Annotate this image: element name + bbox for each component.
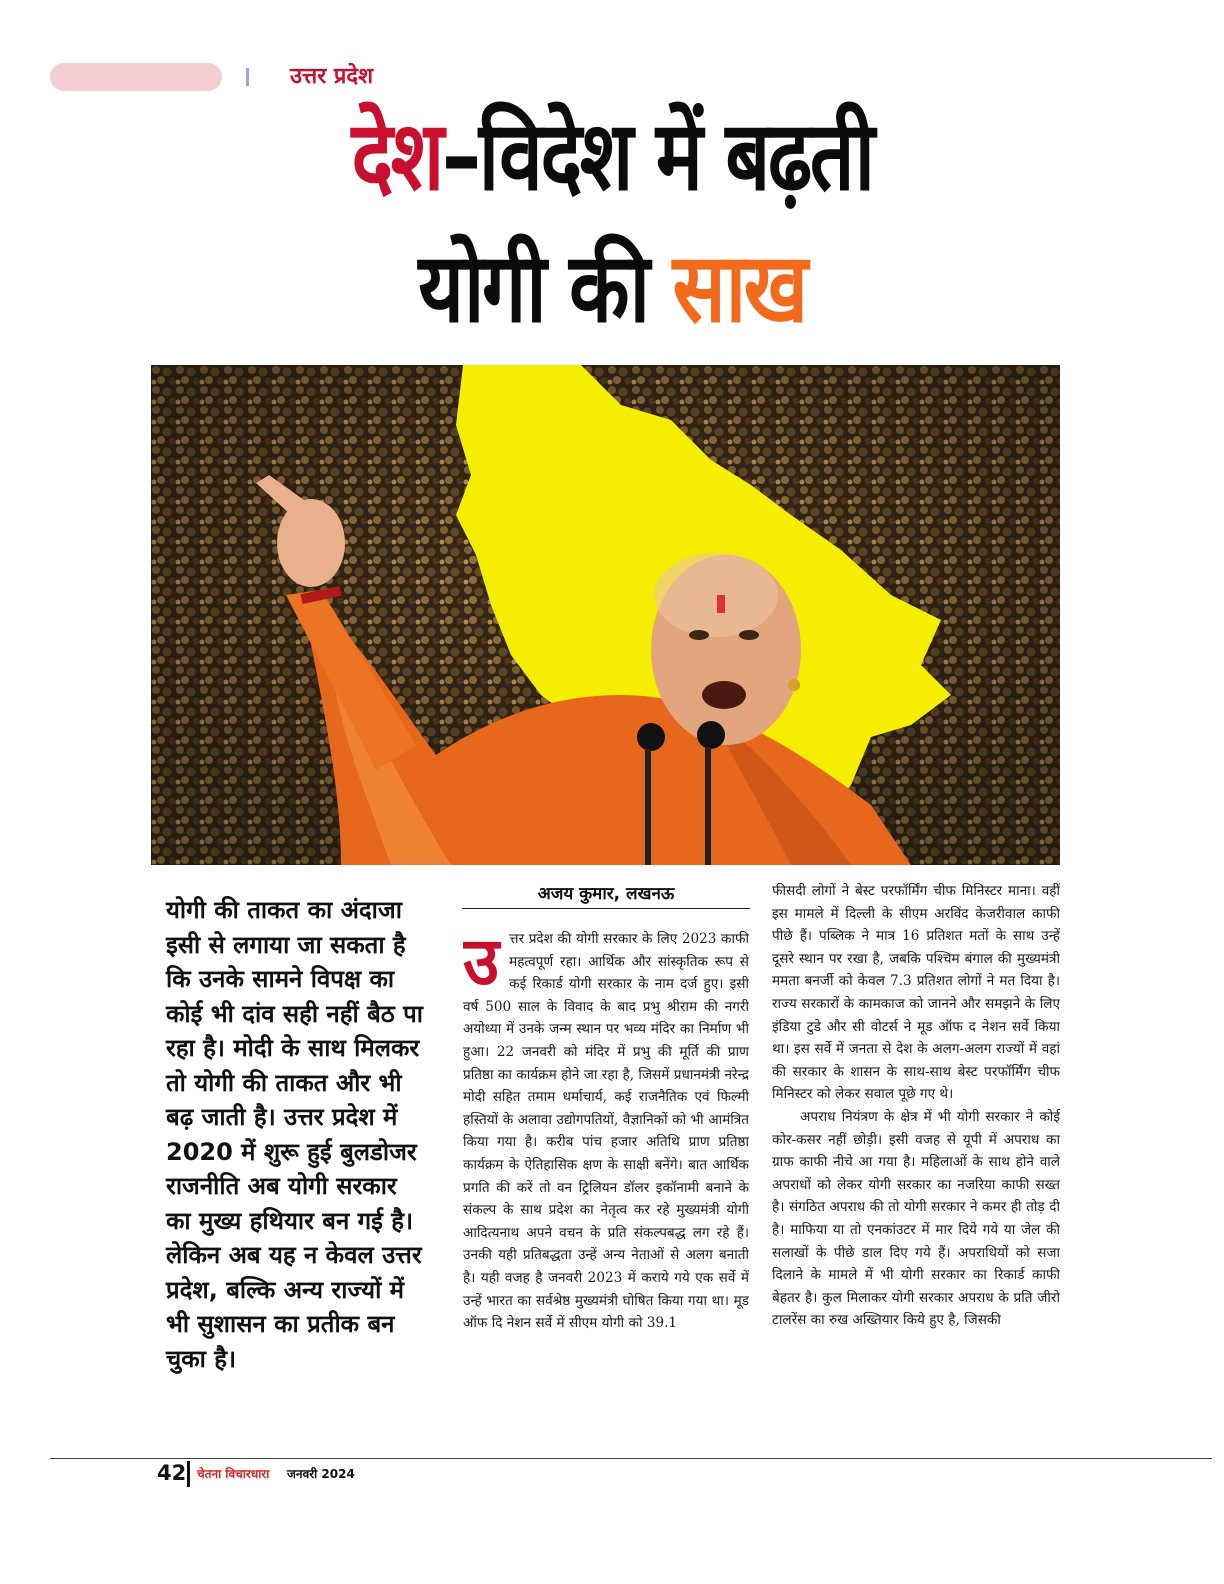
hero-photo [151,365,1060,865]
headline-line-1 [110,100,1114,212]
footer-divider [187,1461,190,1487]
footer-rule [50,1458,1212,1459]
section-label: उत्तर प्रदेश [290,64,374,89]
article-byline: अजय कुमार, लखनऊ [462,881,750,909]
section-pill-decoration [50,63,222,91]
headline-line-2 [110,232,1114,344]
page-number: 42 [157,1461,187,1485]
pull-quote: योगी की ताकत का अंदाजा इसी से लगाया जा सकता है कि उनके सामने विपक्ष का कोई भी दांव सही नहीं बैठ पा रहा है। मोदी के साथ मिलकर तो योगी की ताकत और भी बढ़ जाती है। उत्तर प्रदेश में 2020 में शुरू हुई बुलडोजर राजनीति अब योगी सरकार का मुख्य हथियार बन गई है। लेकिन अब यह न केवल उत्तर प्रदेश, बल्कि अन्य राज्यों में भी सुशासन का प्रतीक बन चुका है। [166,896,423,1373]
article-dropcap: उ [463,928,500,1000]
article-column-right-para-1: फीसदी लोगों ने बेस्ट परफॉर्मिंग चीफ मिनिस्टर माना। वहीं इस मामले में दिल्ली के सीएम अरविंद केजरीवाल काफी पीछे हैं। पब्लिक ने मात्र 16 प्रतिशत मतों के साथ उन्हें दूसरे स्थान पर रखा है, जबकि पश्चिम बंगाल की मुख्यमंत्री ममता बनर्जी को केवल 7.3 प्रतिशत लोगों ने मत दिया है। राज्य सरकारों के कामकाज को जानने और समझने के लिए इंडिया टुडे और सी वोटर्स ने मूड ऑफ द नेशन सर्वे किया था। इस सर्वे में जनता से देश के अलग-अलग राज्यों में वहां की सरकार के शासन के साथ-साथ बेस्ट परफॉर्मिंग चीफ मिनिस्टर को लेकर सवाल पूछे गए थे। [772,883,1060,1103]
article-column-right-para-2: अपराध नियंत्रण के क्षेत्र में भी योगी सरकार ने कोई कोर-कसर नहीं छोड़ी। इसी वजह से यूपी में अपराध का ग्राफ काफी नीचे आ गया है। महिलाओं के साथ होने वाले अपराधों को लेकर योगी सरकार का नजरिया काफी सख्त है। संगठित अपराध की तो योगी सरकार ने कमर ही तोड़ दी है। माफिया या तो एनकांउटर में मार दिये गये या जेल की सलाखों के पीछे डाल दिए गये हैं। अपराधियों को सजा दिलाने के मामले में भी योगी सरकार का रिकार्ड काफी बेहतर है। कुल मिलाकर योगी सरकार अपराध के प्रति जीरो टालरेंस का रुख अख्तियार किये हुए है, जिसकी [772,1108,1060,1329]
headline-orange-word: साख [672,232,806,344]
hero-photo-illustration [151,365,1060,865]
magazine-name: चेतना विचारधारा [197,1467,270,1481]
headline-line2-start: योगी की [418,232,673,344]
section-separator [246,68,249,86]
article-column-middle-text: त्तर प्रदेश की योगी सरकार के लिए 2023 काफी महत्वपूर्ण रहा। आर्थिक और सांस्कृतिक रूप से कई रिकार्ड योगी सरकार के नाम दर्ज हुए। इसी वर्ष 500 साल के विवाद के बाद प्रभु श्रीराम की नगरी अयोध्या में उनके जन्म स्थान पर भव्य मंदिर का निर्माण भी हुआ। 22 जनवरी को मंदिर में प्रभु की मूर्ति की प्राण प्रतिष्ठा का कार्यक्रम होने जा रहा है, जिसमें प्रधानमंत्री नरेन्द्र मोदी सहित तमाम धर्माचार्य, कई राजनैतिक एवं फिल्मी हस्तियों के अलावा उद्योगपतियों, वैज्ञानिकों को भी आमंत्रित किया गया है। करीब पांच हजार अतिथि प्राण प्रतिष्ठा कार्यक्रम के ऐतिहासिक क्षण के साक्षी बनेंगे। बात आर्थिक प्रगति की करें तो वन ट्रिलियन डॉलर इकॉनामी बनाने के संकल्प के साथ प्रदेश का नेतृत्व कर रहे मुख्यमंत्री योगी आदित्यनाथ अपने वचन के प्रति संकल्पबद्ध लग रहे हैं। उनकी यही प्रतिबद्धता उन्हें अन्य नेताओं से अलग बनाती है। यही वजह है जनवरी 2023 में कराये गये एक सर्वे में उन्हें भारत का सर्वश्रेष्ठ मुख्यमंत्री घोषित किया गया था। मूड ऑफ दि नेशन सर्वे में सीएम योगी को 39.1 [463,931,749,1332]
article-column-middle [463,928,749,1443]
headline-line1-rest: –विदेश में बढ़ती [441,100,873,212]
headline-red-word: देश [351,100,442,212]
article-column-right [772,880,1060,1443]
issue-date: जनवरी 2024 [287,1467,355,1481]
